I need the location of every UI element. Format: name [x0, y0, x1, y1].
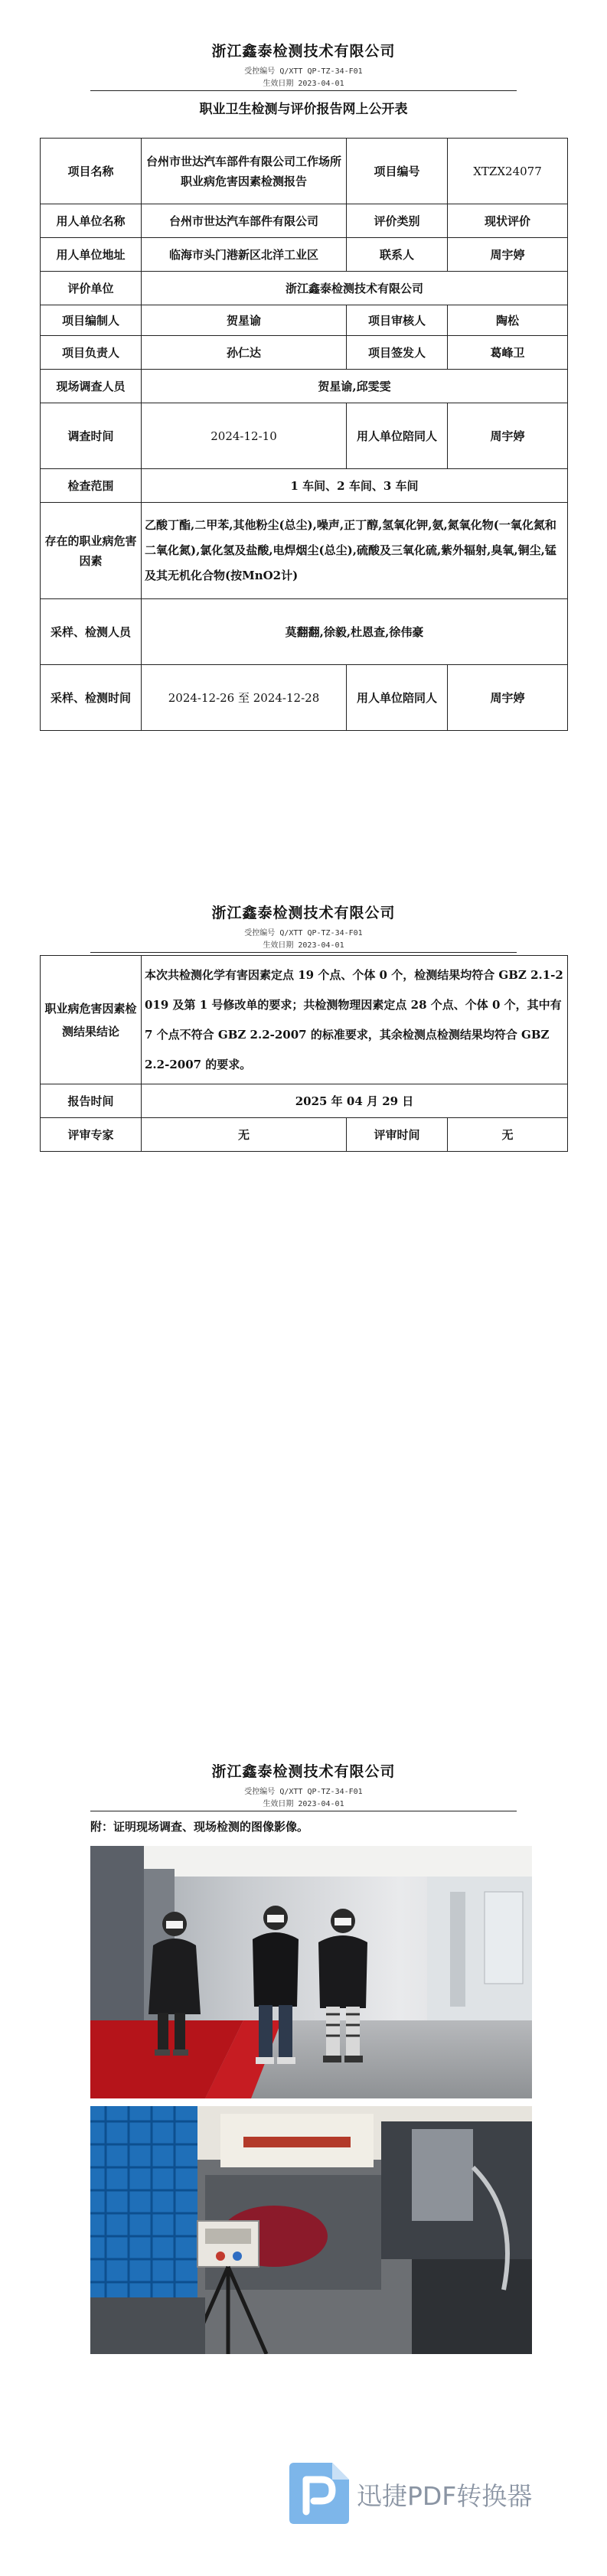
table-row: [41, 599, 568, 665]
cell-label: 存在的职业病危害因素: [41, 503, 142, 599]
watermark-text: 迅捷PDF转换器: [357, 2481, 533, 2511]
table-row: [41, 503, 568, 599]
cell-label: 项目名称: [41, 139, 142, 204]
cell-value: 无: [142, 1118, 347, 1152]
cell-label: 联系人: [347, 238, 448, 272]
cell-value: 台州市世达汽车部件有限公司: [142, 204, 347, 238]
cell-label: 项目编号: [347, 139, 448, 204]
cell-label: 用人单位陪同人: [347, 403, 448, 469]
cell-label: 采样、检测人员: [41, 599, 142, 665]
cell-value: 葛峰卫: [448, 336, 568, 370]
cell-value: 无: [448, 1118, 568, 1152]
cell-label: 项目编制人: [41, 305, 142, 336]
control-number: 受控编号 Q/XTT QP-TZ-34-F01: [244, 67, 363, 76]
cell-label: 职业病危害因素检测结果结论: [41, 956, 142, 1084]
cell-value: 2024-12-10: [142, 403, 347, 469]
cell-value: 贺星谕,邱雯雯: [142, 370, 568, 403]
pdf-logo-icon: [289, 2463, 349, 2524]
table-row: [41, 305, 568, 336]
table-row: [41, 139, 568, 204]
control-number: 受控编号 Q/XTT QP-TZ-34-F01: [244, 1788, 363, 1796]
site-survey-image: [90, 1846, 532, 2098]
cell-label: 用人单位地址: [41, 238, 142, 272]
cell-value: 周宇婷: [448, 665, 568, 731]
cell-label: 用人单位名称: [41, 204, 142, 238]
cell-label: 现场调查人员: [41, 370, 142, 403]
cell-value: 贺星谕: [142, 305, 347, 336]
cell-value: 临海市头门港新区北洋工业区: [142, 238, 347, 272]
cell-value: 陶松: [448, 305, 568, 336]
effective-date: 生效日期 2023-04-01: [263, 1800, 344, 1808]
effective-date: 生效日期 2023-04-01: [263, 941, 344, 950]
cell-label: 用人单位陪同人: [347, 665, 448, 731]
conclusion-table: [40, 955, 568, 1152]
cell-label: 采样、检测时间: [41, 665, 142, 731]
cell-value: 本次共检测化学有害因素定点 19 个点、个体 0 个，检测结果均符合 GBZ 2.1-2019 及第 1 号修改单的要求；共检测物理因素定点 28 个点、个体 0 个，其中有 7 个点不符合 GBZ 2.2-2007 的标准要求，其余检测点检测结果均符合 GBZ 2.2-2007 的要求。: [142, 956, 568, 1084]
cell-value: 2024-12-26 至 2024-12-28: [142, 665, 347, 731]
table-row: [41, 1084, 568, 1118]
header-rule: [90, 90, 517, 91]
company-header: 浙江鑫泰检测技术有限公司: [211, 1763, 396, 1780]
cell-value: 1 车间、2 车间、3 车间: [142, 469, 568, 503]
site-survey-photo: [90, 1846, 532, 2098]
cell-label: 项目负责人: [41, 336, 142, 370]
cell-label: 评价类别: [347, 204, 448, 238]
cell-value: 孙仁达: [142, 336, 347, 370]
cell-label: 项目审核人: [347, 305, 448, 336]
disclosure-table: [40, 138, 568, 731]
cell-value: 莫翻翻,徐毅,杜恩查,徐伟豪: [142, 599, 568, 665]
site-detection-photo: [90, 2106, 532, 2354]
table-row: [41, 956, 568, 1084]
company-header: 浙江鑫泰检测技术有限公司: [211, 905, 396, 921]
cell-value: 周宇婷: [448, 403, 568, 469]
cell-value: 周宇婷: [448, 238, 568, 272]
cell-label: 报告时间: [41, 1084, 142, 1118]
control-number: 受控编号 Q/XTT QP-TZ-34-F01: [244, 929, 363, 937]
table-row: [41, 238, 568, 272]
cell-value: 2025 年 04 月 29 日: [142, 1084, 568, 1118]
table-row: [41, 272, 568, 305]
cell-label: 检查范围: [41, 469, 142, 503]
cell-label: 评审时间: [347, 1118, 448, 1152]
table-row: [41, 403, 568, 469]
cell-value: 乙酸丁酯,二甲苯,其他粉尘(总尘),噪声,正丁醇,氢氧化钾,氨,氮氧化物(一氧化氮和二氧化氮),氯化氢及盐酸,电焊烟尘(总尘),硫酸及三氧化硫,紫外辐射,臭氧,铜尘,锰及其无机化合物(按MnO2计): [142, 503, 568, 599]
cell-label: 项目签发人: [347, 336, 448, 370]
figure-caption: 附：证明现场调查、现场检测的图像影像。: [90, 1820, 309, 1834]
cell-value: XTZX24077: [448, 139, 568, 204]
cell-label: 评价单位: [41, 272, 142, 305]
cell-value: 台州市世达汽车部件有限公司工作场所职业病危害因素检测报告: [142, 139, 347, 204]
cell-label: 评审专家: [41, 1118, 142, 1152]
table-row: [41, 665, 568, 731]
effective-date: 生效日期 2023-04-01: [263, 80, 344, 88]
document-title: 职业卫生检测与评价报告网上公开表: [199, 102, 408, 117]
cell-label: 调查时间: [41, 403, 142, 469]
header-rule: [90, 952, 517, 953]
table-row: [41, 1118, 568, 1152]
table-row: [41, 336, 568, 370]
cell-value: 现状评价: [448, 204, 568, 238]
table-row: [41, 469, 568, 503]
cell-value: 浙江鑫泰检测技术有限公司: [142, 272, 568, 305]
converter-watermark: [289, 2463, 580, 2524]
table-row: [41, 204, 568, 238]
site-detection-image: [90, 2106, 532, 2354]
table-row: [41, 370, 568, 403]
company-header: 浙江鑫泰检测技术有限公司: [211, 43, 396, 60]
